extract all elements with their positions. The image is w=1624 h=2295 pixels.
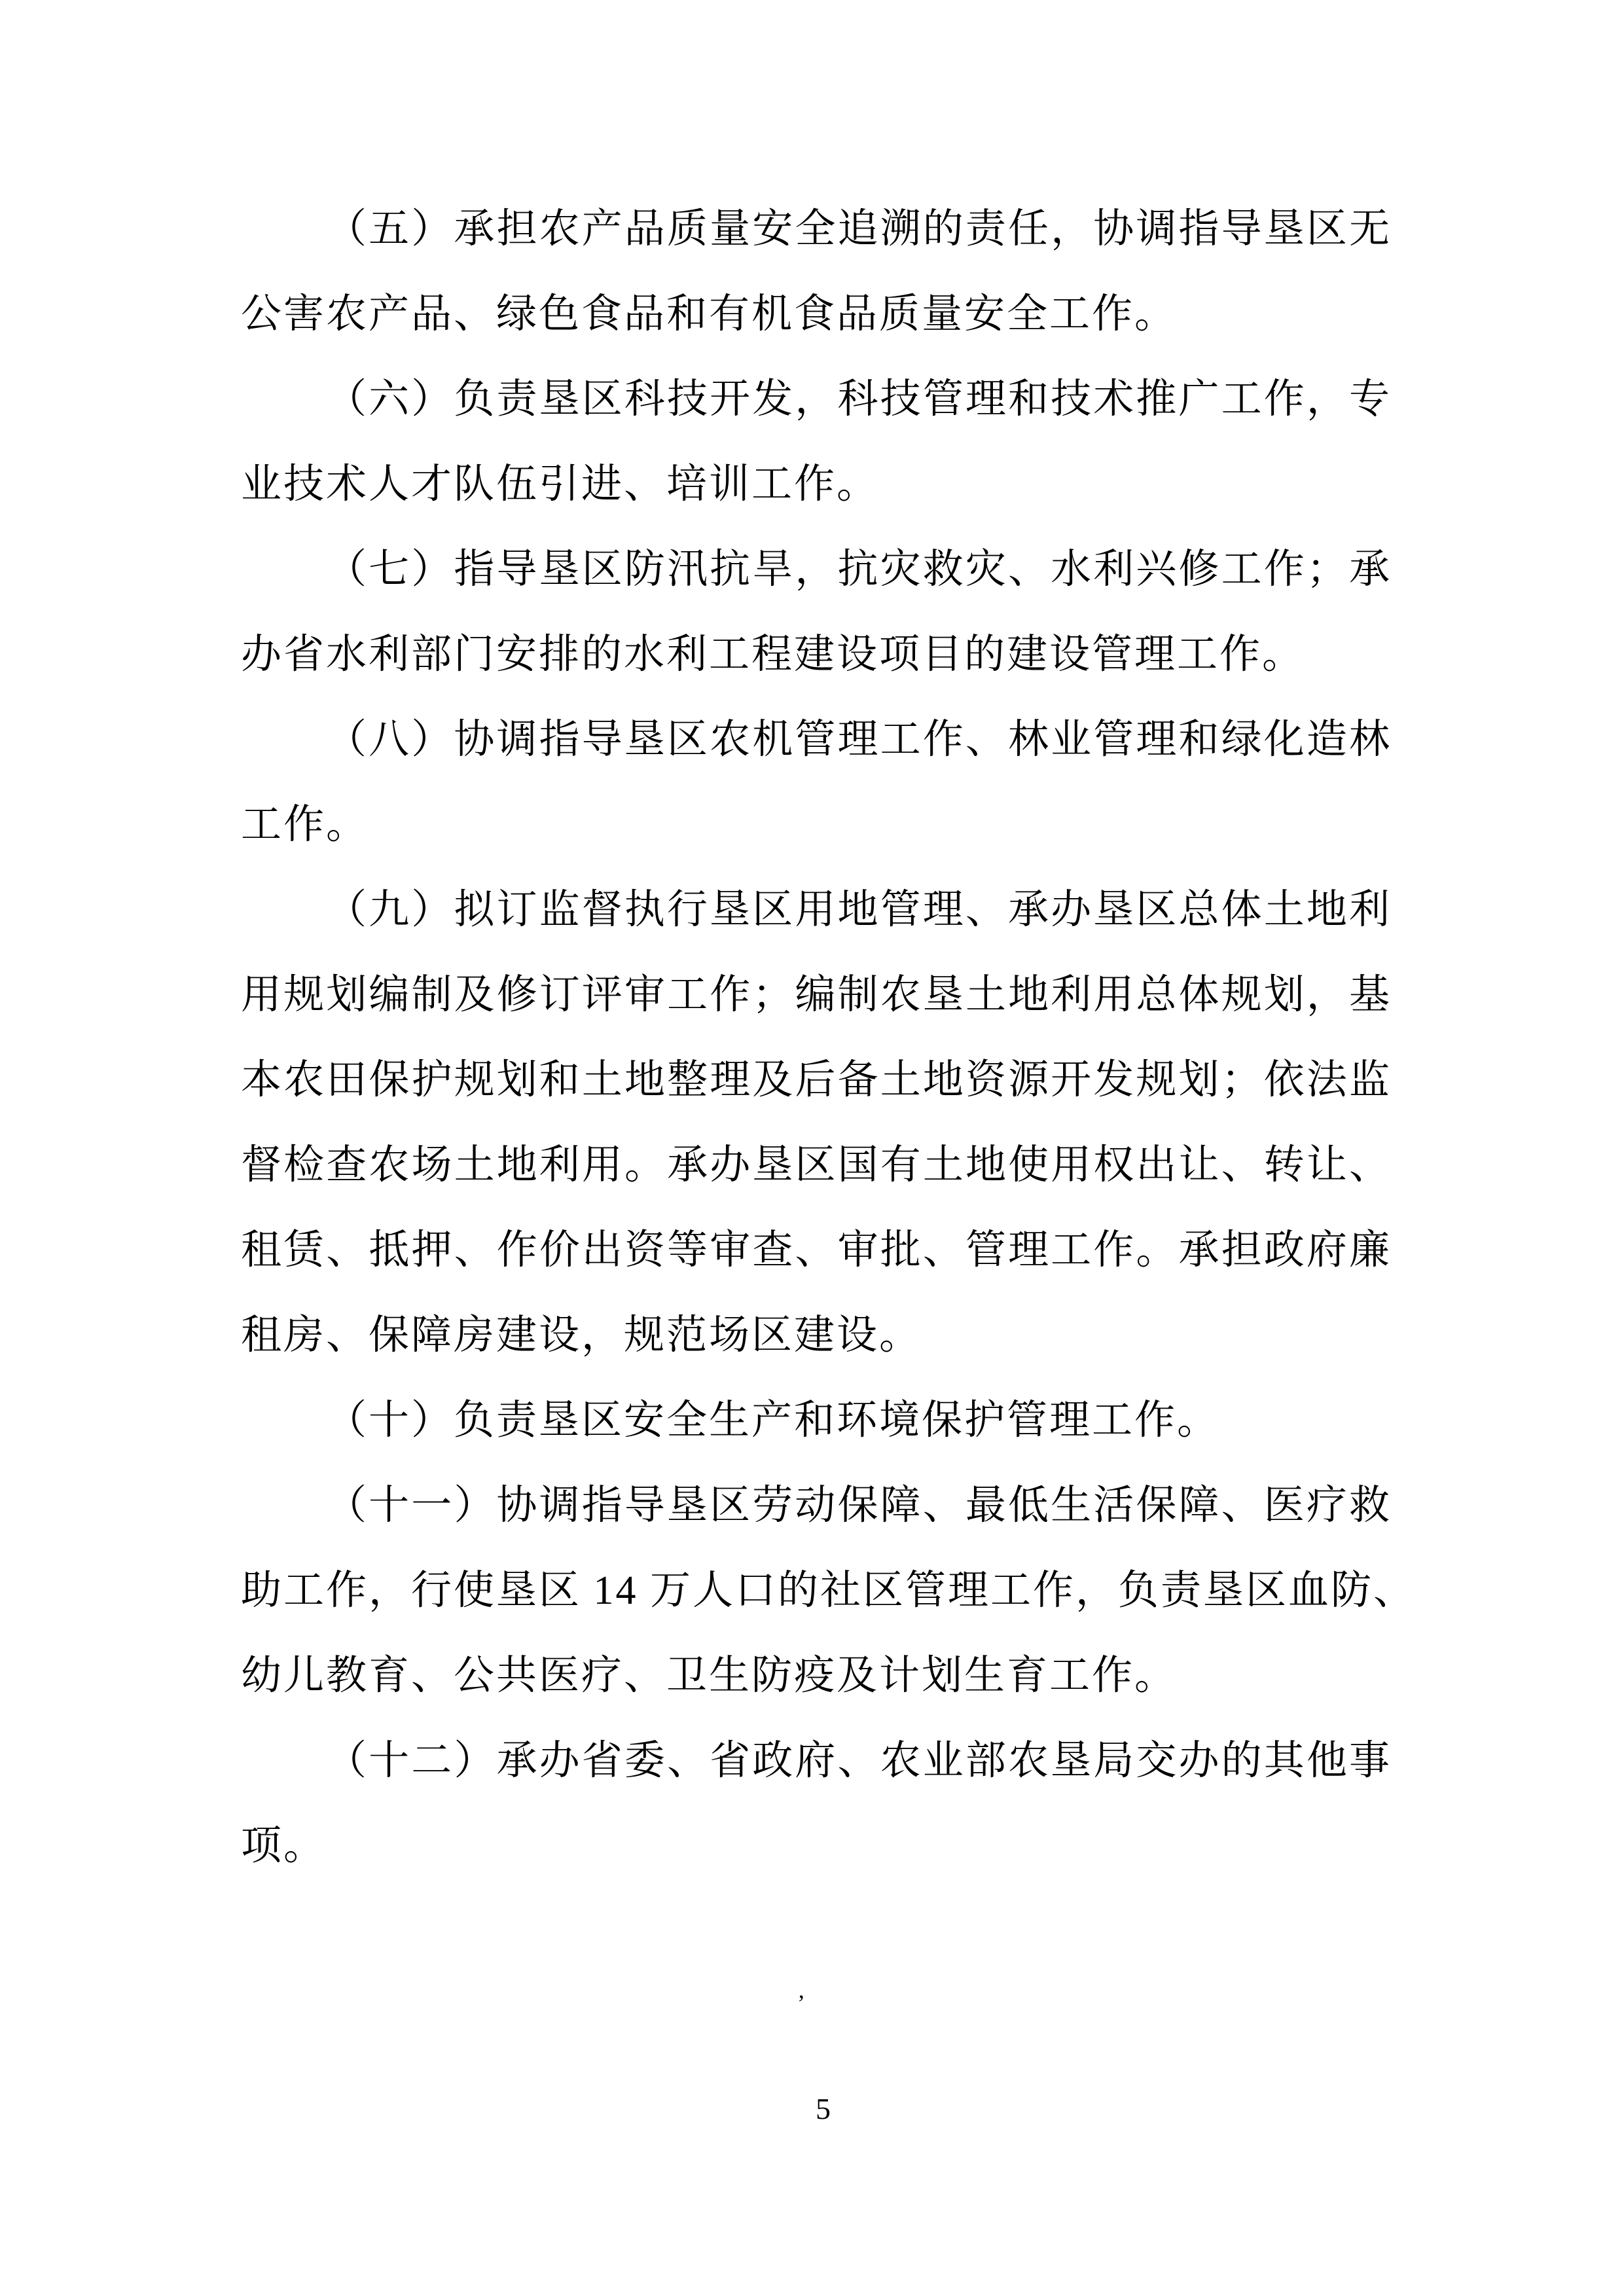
text-line: 租赁、抵押、作价出资等审查、审批、管理工作。承担政府廉 — [241, 1228, 1392, 1273]
text-line: 公害农产品、绿色食品和有机食品质量安全工作。 — [241, 292, 1178, 336]
page-number: 5 — [816, 2092, 831, 2125]
text-line: （十二）承办省委、省政府、农业部农垦局交办的其他事 — [326, 1739, 1392, 1783]
body-text — [241, 187, 1416, 1888]
text-line: 业技术人才队伍引进、培训工作。 — [241, 462, 880, 507]
text-line: 用规划编制及修订评审工作；编制农垦土地利用总体规划，基 — [241, 973, 1392, 1017]
text-line: （十）负责垦区安全生产和环境保护管理工作。 — [326, 1398, 1220, 1443]
scan-artifact-mark: ’ — [797, 1990, 805, 2016]
text-line: 本农田保护规划和土地整理及后备土地资源开发规划；依法监 — [241, 1058, 1392, 1102]
text-line: （六）负责垦区科技开发，科技管理和技术推广工作，专 — [326, 377, 1392, 422]
text-line: 助工作，行使垦区 14 万人口的社区管理工作，负责垦区血防、 — [241, 1568, 1416, 1613]
text-line: （五）承担农产品质量安全追溯的责任，协调指导垦区无 — [326, 207, 1392, 251]
text-line: 办省水利部门安排的水利工程建设项目的建设管理工作。 — [241, 632, 1305, 677]
text-line: 项。 — [241, 1824, 327, 1868]
text-line: 工作。 — [241, 803, 369, 847]
text-line: （七）指导垦区防汛抗旱，抗灾救灾、水利兴修工作；承 — [326, 547, 1392, 592]
text-line: 督检查农场土地利用。承办垦区国有土地使用权出让、转让、 — [241, 1143, 1392, 1187]
text-line: （九）拟订监督执行垦区用地管理、承办垦区总体土地利 — [326, 888, 1392, 932]
text-line: （十一）协调指导垦区劳动保障、最低生活保障、医疗救 — [326, 1483, 1392, 1528]
text-line: （八）协调指导垦区农机管理工作、林业管理和绿化造林 — [326, 717, 1392, 762]
text-line: 幼儿教育、公共医疗、卫生防疫及计划生育工作。 — [241, 1653, 1178, 1698]
text-line: 租房、保障房建设，规范场区建设。 — [241, 1313, 922, 1358]
